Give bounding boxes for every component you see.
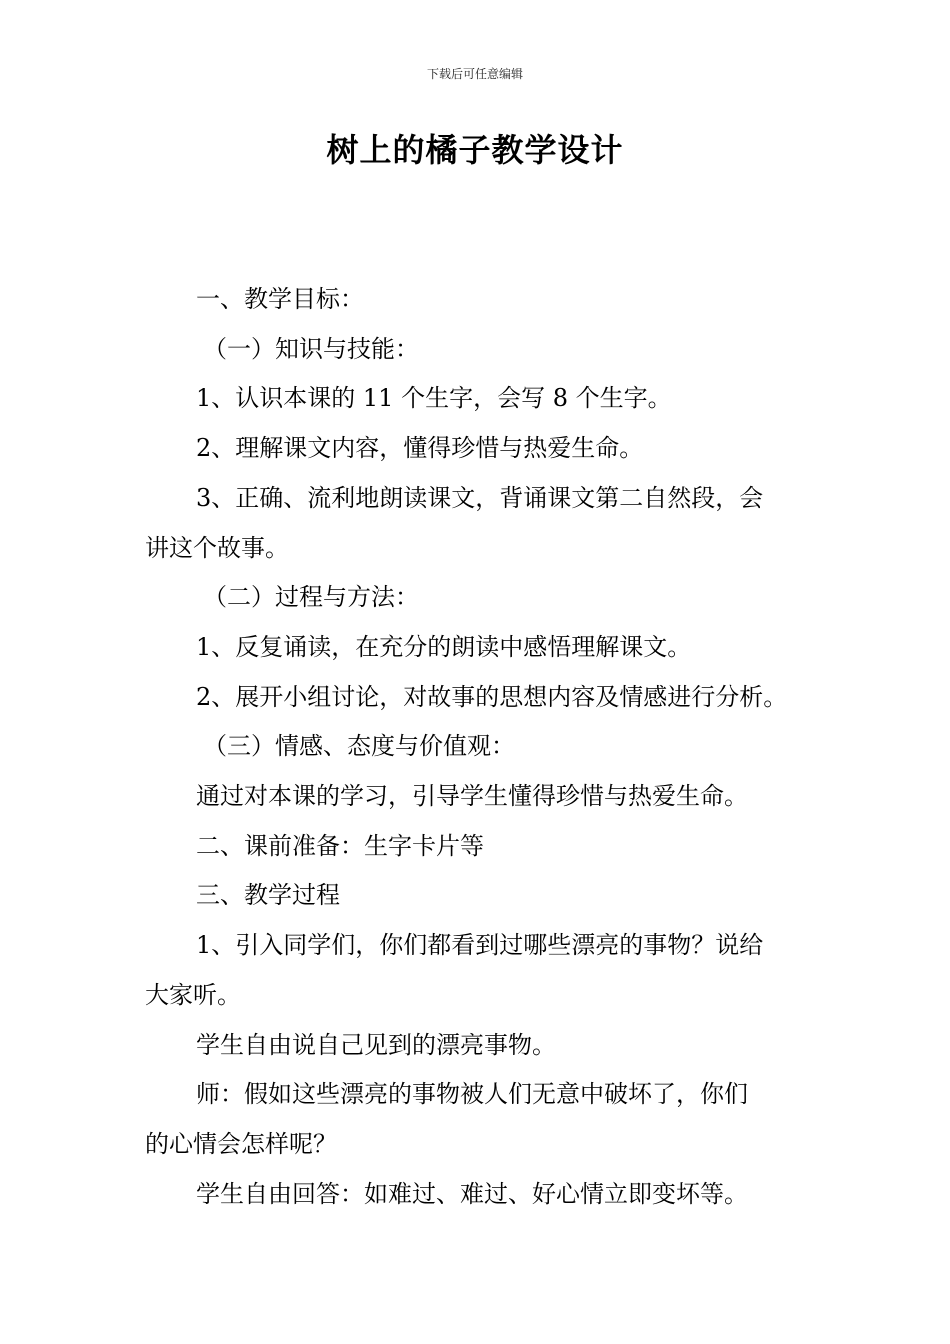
paragraph-line: 学生自由回答：如难过、难过、好心情立即变坏等。 xyxy=(196,1179,748,1208)
subsection-heading-attitude: （三）情感、态度与价值观： xyxy=(203,732,515,761)
paragraph-line: 的心情会怎样呢？ xyxy=(145,1129,337,1158)
section-heading-objectives: 一、教学目标： xyxy=(196,285,364,313)
paragraph-line: 大家听。 xyxy=(145,980,241,1009)
subsection-heading-knowledge: （一）知识与技能： xyxy=(203,334,419,363)
paragraph-line: 学生自由说自己见到的漂亮事物。 xyxy=(196,1030,556,1059)
page-header-note: 下载后可任意编辑 xyxy=(426,67,523,81)
paragraph-line: 1、认识本课的 11 个生字，会写 8 个生字。 xyxy=(196,384,672,413)
paragraph-line: 1、反复诵读，在充分的朗读中感悟理解课文。 xyxy=(196,632,692,661)
paragraph-line: 3、正确、流利地朗读课文，背诵课文第二自然段，会 xyxy=(196,483,764,512)
subsection-heading-process: （二）过程与方法： xyxy=(203,583,419,612)
paragraph-line: 师：假如这些漂亮的事物被人们无意中破坏了，你们 xyxy=(196,1080,748,1109)
section-heading-process: 三、教学过程 xyxy=(196,881,340,910)
section-heading-preparation: 二、课前准备：生字卡片等 xyxy=(196,831,484,860)
document-body xyxy=(145,275,810,1219)
paragraph-line: 1、引入同学们，你们都看到过哪些漂亮的事物？说给 xyxy=(196,931,764,960)
document-title: 树上的橘子教学设计 xyxy=(326,131,624,169)
paragraph-line: 2、理解课文内容，懂得珍惜与热爱生命。 xyxy=(196,434,644,463)
paragraph-line: 讲这个故事。 xyxy=(145,533,289,562)
paragraph-line: 2、展开小组讨论，对故事的思想内容及情感进行分析。 xyxy=(196,682,788,711)
paragraph-line: 通过对本课的学习，引导学生懂得珍惜与热爱生命。 xyxy=(196,782,748,811)
